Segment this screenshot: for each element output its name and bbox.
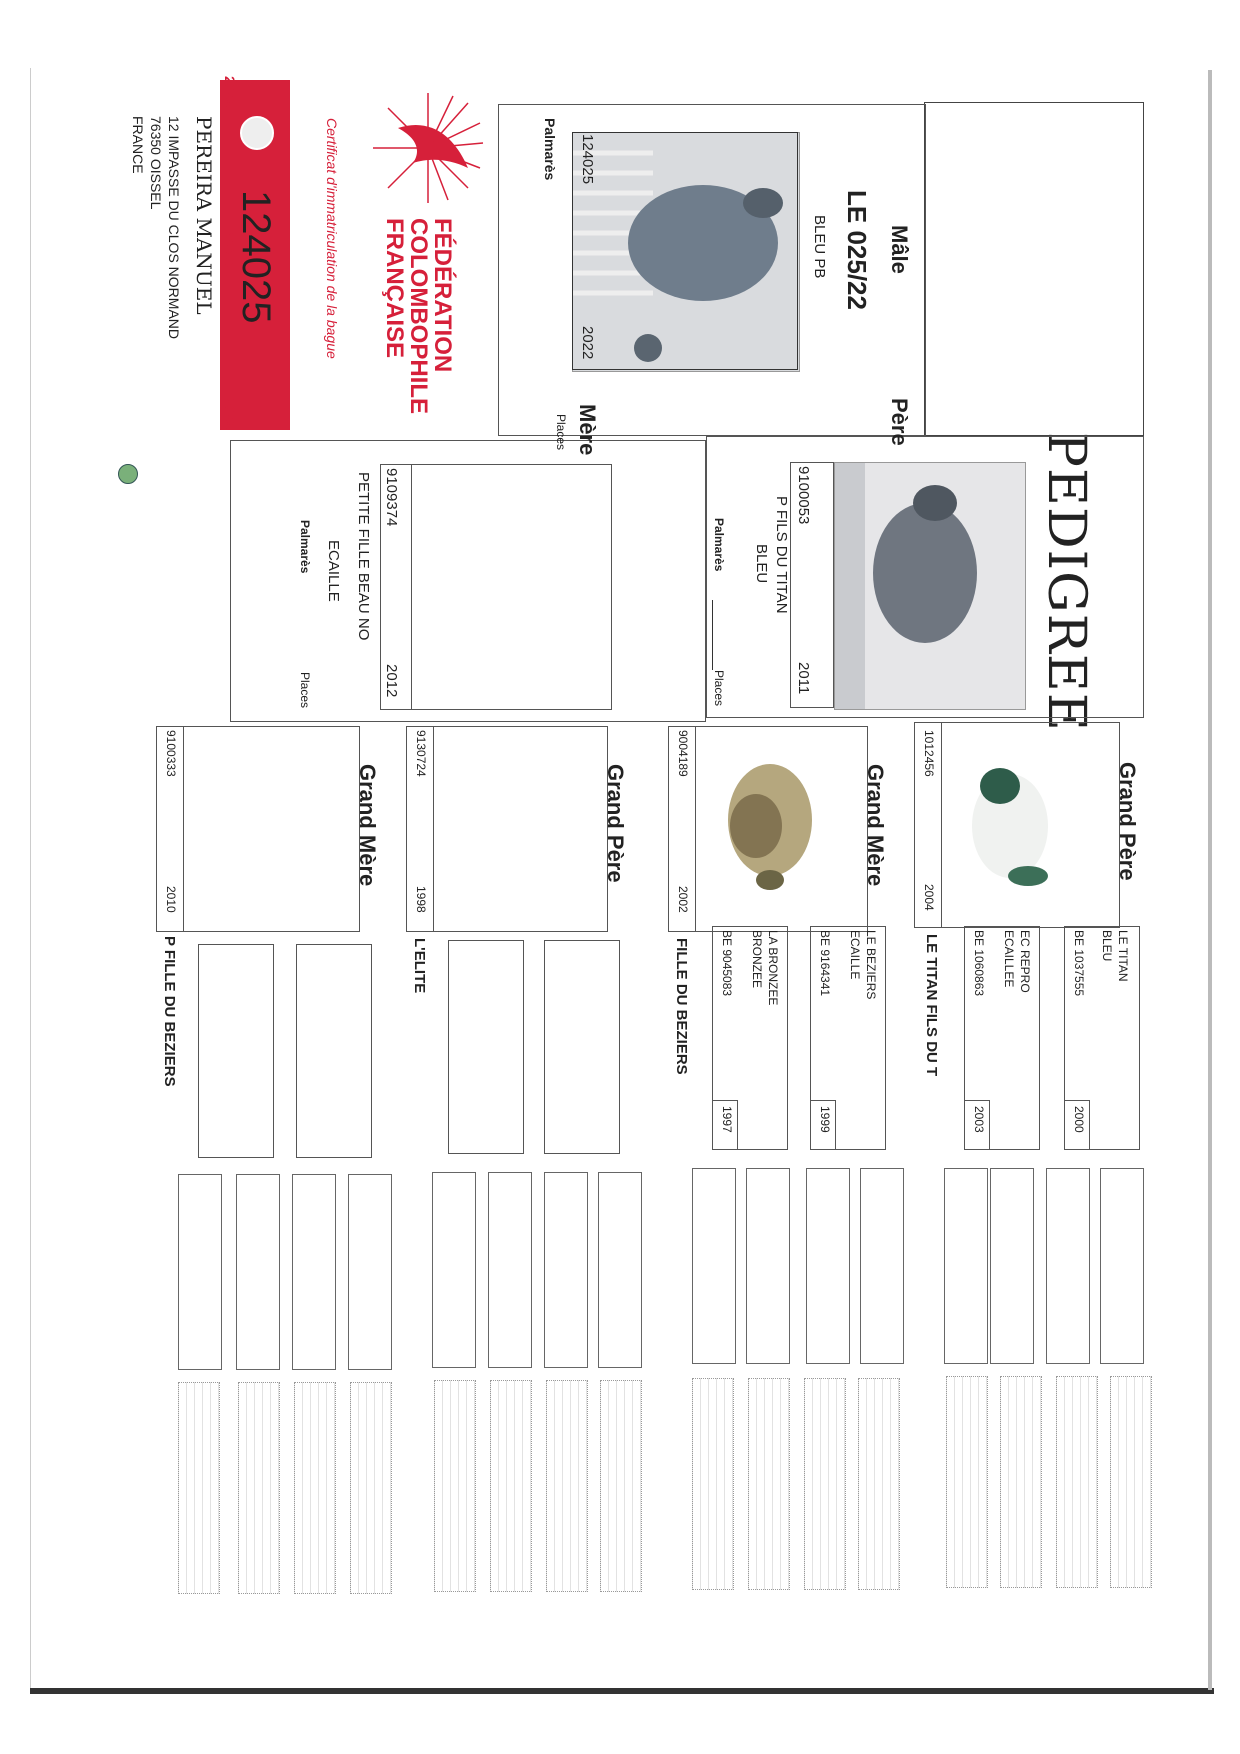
father-palmares-label: Palmarès [712,518,726,572]
grandparent-1-name: LE TITAN FILS DU T [923,934,940,1077]
mother-places-label: Places [298,672,312,709]
grandparent-1-label: Grand Père [1115,762,1140,881]
federation-logo [368,88,488,208]
subject-sex-label: Mâle [887,225,912,274]
father-year: 2011 [795,662,812,695]
subject-ring: LE 025/22 [842,190,872,310]
gen5-slot [598,1172,642,1368]
owner-country: FRANCE [130,116,146,174]
ggp-1-year: 2000 [1072,1106,1086,1133]
ggp-2-year: 2003 [972,1106,986,1133]
dove-logo-icon [368,88,488,208]
ggp-4-color: BRONZEE [750,930,764,989]
pigeon-illustration-icon [940,746,1080,896]
subject-number-box [572,132,798,370]
gen5-slot [860,1168,904,1364]
gen6-slot [238,1382,280,1594]
small-stamp-icon [118,464,138,484]
ggp-4-ring: BE 9045083 [720,930,734,997]
grandparent-2-number: 9004189 [676,730,690,777]
mother-photo-box [380,464,612,710]
gen5-slot [292,1174,336,1370]
ggp-3-name: LE BEZIERS [864,930,878,1000]
pedigree-title: PEDIGREE [1036,432,1096,732]
pigeon-photo-icon [835,463,1025,709]
ggp-2-ring: BE 1060863 [972,930,986,997]
gen6-slot [1000,1376,1042,1588]
gen6-slot [1056,1376,1098,1588]
gen5-slot [1100,1168,1144,1364]
coin-icon [240,116,274,150]
gen5-slot [348,1174,392,1370]
federation-name-line2: COLOMBOPHILE [405,218,432,414]
federation-country: FRANCE [222,218,238,277]
gen6-slot [858,1378,900,1590]
subject-color: BLEU PB [811,215,828,279]
grandparent-4-number: 9100333 [164,730,178,777]
father-number: 9100053 [795,466,812,525]
grandparent-2-label: Grand Mère [863,764,888,887]
ggp-empty-2 [448,940,524,1154]
gen5-slot [544,1172,588,1368]
owner-address1: 12 IMPASSE DU CLOS NORMAND [166,116,182,340]
mother-color: ECAILLE [325,540,342,602]
father-label: Père [887,398,912,446]
subject-year: 2022 [579,326,596,360]
owner-name: PEREIRA MANUEL [192,116,216,315]
ggp-2-name: EC REPRO [1018,930,1032,993]
owner-address2: 76350 OISSEL [148,116,164,210]
father-name: P FILS DU TITAN [773,496,790,614]
gen6-slot [178,1382,220,1594]
mother-palmares-label: Palmarès [298,520,312,574]
gen5-slot [178,1174,222,1370]
gen6-slot [350,1382,392,1594]
ggp-3-year: 1999 [818,1106,832,1133]
gen6-slot [692,1378,734,1590]
certificate-label: Certificat d'immatriculation de la bague [324,118,340,359]
grandparent-2-photo [700,740,850,890]
gen6-slot [490,1380,532,1592]
ggp-empty-1 [544,940,620,1154]
gen5-slot [1046,1168,1090,1364]
gen5-slot [432,1172,476,1368]
father-color: BLEU [753,544,770,584]
grandparent-3-label: Grand Père [603,764,628,883]
ggp-2-color: ECAILLEE [1002,930,1016,988]
gen5-slot [488,1172,532,1368]
subject-palmares-label: Palmarès [542,118,558,181]
ggp-1-ring: BE 1037555 [1072,930,1086,997]
federation-name-line1: FÉDÉRATION [429,218,456,373]
subject-number: 124025 [579,134,596,185]
grandparent-2-name: FILLE DU BEZIERS [673,938,690,1075]
grandparent-1-photo [940,746,1080,896]
grandparent-4-frame [156,726,360,932]
gen5-slot [746,1168,790,1364]
mother-places-top: Places [554,414,568,451]
scan-edge-bottom [30,1688,1214,1694]
gen5-slot [944,1168,988,1364]
father-photo [834,462,1026,710]
ggp-4-year: 1997 [720,1106,734,1133]
gen5-slot [990,1168,1034,1364]
federation-certificate [218,68,496,440]
scan-edge-right [1208,70,1212,1690]
grandparent-3-number: 9130724 [414,730,428,777]
gen5-slot [692,1168,736,1364]
grandparent-4-name: P FILLE DU BEZIERS [161,936,178,1087]
grandparent-3-name: L'ELITE [411,938,428,994]
grandparent-3-frame [406,726,608,932]
ggp-1-color: BLEU [1100,930,1114,962]
gen6-slot [546,1380,588,1592]
gen6-slot [434,1380,476,1592]
gen6-slot [748,1378,790,1590]
gen6-slot [804,1378,846,1590]
gen5-slot [236,1174,280,1370]
gen6-slot [294,1382,336,1594]
year-right: 2022 [222,398,238,430]
pigeon-illustration-icon [700,740,850,890]
ggp-1-name: LE TITAN [1116,930,1130,982]
title-frame [924,102,1144,436]
mother-number: 9109374 [383,468,400,527]
grandparent-4-year: 2010 [164,886,178,913]
gen5-slot [806,1168,850,1364]
ggp-empty-3 [296,944,372,1158]
ggp-3-color: ECAILLE [848,930,862,980]
federation-name-line3: FRANÇAISE [381,218,408,359]
father-palmares-line [712,600,713,670]
ggp-3-ring: BE 9164341 [818,930,832,997]
year-left: 2022 [222,76,238,108]
gen6-slot [1110,1376,1152,1588]
ggp-4-name: LA BRONZEE [766,930,780,1006]
grandparent-1-year: 2004 [922,884,936,911]
mother-label: Mère [575,404,600,456]
grandparent-3-year: 1998 [414,886,428,913]
grandparent-2-year: 2002 [676,886,690,913]
ggp-empty-4 [198,944,274,1158]
grandparent-1-number: 1012456 [922,730,936,777]
grandparent-4-label: Grand Mère [355,764,380,887]
mother-name: PETITE FILLE BEAU NO [355,472,372,641]
gen6-slot [600,1380,642,1592]
ring-number: 124025 [234,190,278,324]
father-places-label: Places [712,670,726,707]
mother-year: 2012 [383,664,400,698]
gen6-slot [946,1376,988,1588]
